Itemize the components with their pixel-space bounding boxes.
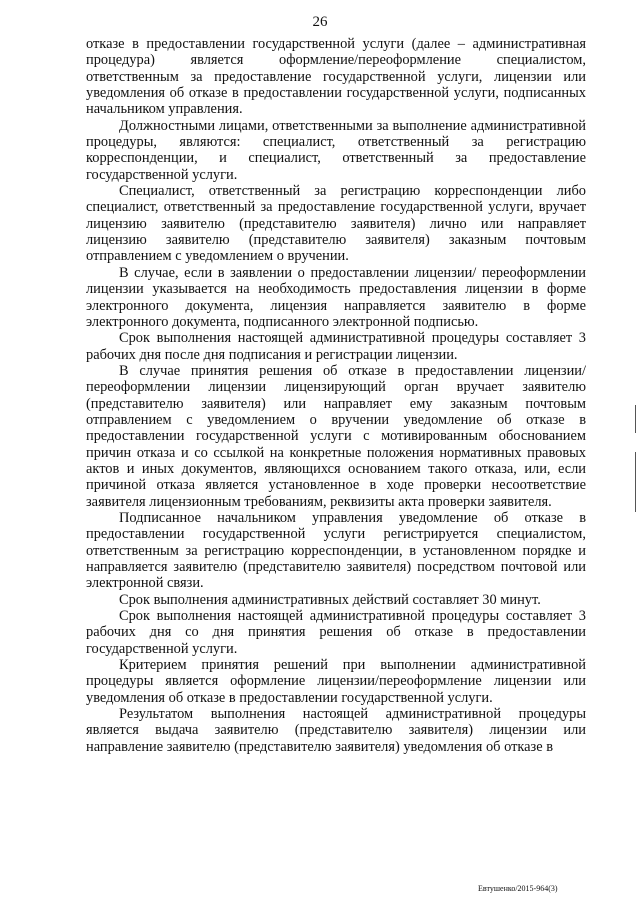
paragraph: Должностными лицами, ответственными за выполнение административной процедуры, являются: специалист, ответственный за регистрацию корреспонденции, и специалист, ответственный за предоставление государственной услуги.	[86, 117, 586, 183]
paragraph: Критерием принятия решений при выполнении административной процедуры является оформление лицензии/переоформление лицензии или уведомления об отказе в предоставлении государственной услуги.	[86, 657, 586, 706]
paragraph: В случае принятия решения об отказе в предоставлении лицензии/переоформлении лицензии лицензирующий орган вручает заявителю (представителю заявителя) или направляет ему заказным почтовым отправлением с уведомлением о вручении уведомление об отказе в предоставлении государственной услуги с мотивированным обоснованием причин отказа и со ссылкой на конкретные положения нормативных правовых актов и иных документов, являющихся основанием такого отказа, или, если причиной отказа является установленное в ходе проверки несоответствие заявителя лицензионным требованиям, реквизиты акта проверки заявителя.	[86, 362, 586, 510]
document-body	[86, 36, 586, 755]
page-number: 26	[312, 14, 328, 30]
paragraph: Специалист, ответственный за регистрацию корреспонденции либо специалист, ответственный за предоставление государственной услуги, вручает лицензию заявителю (представителю заявителя) лично или направляет лицензию заявителю (представителю заявителя) заказным почтовым отправлением с уведомлением о вручении.	[86, 183, 586, 265]
document-code: Евтушенко/2015-964(3)	[478, 884, 558, 893]
paragraph: В случае, если в заявлении о предоставлении лицензии/ переоформлении лицензии указывается на необходимость предоставления лицензии в форме электронного документа, лицензия направляется заявителю в форме электронного документа, подписанного электронной подписью.	[86, 264, 586, 330]
scan-edge-mark	[635, 405, 636, 433]
paragraph: Подписанное начальником управления уведомление об отказе в предоставлении государственной услуги регистрируется специалистом, ответственным за регистрацию корреспонденции, в установленном порядке и направляется заявителю (представителю заявителя) посредством почтовой или электронной связи.	[86, 509, 586, 592]
paragraph: Срок выполнения настоящей административной процедуры составляет 3 рабочих дня со дня принятия решения об отказе в предоставлении государственной услуги.	[86, 608, 586, 657]
paragraph: отказе в предоставлении государственной услуги (далее – административная процедура) является оформление/переоформление специалистом, ответственным за предоставление государственной услуги, лицензии или уведомления об отказе в предоставлении государственной услуги, подписанных начальником управления.	[86, 36, 586, 118]
paragraph: Результатом выполнения настоящей административной процедуры является выдача заявителю (представителю заявителя) лицензии или направление заявителю (представителю заявителя) уведомления об отказе в	[86, 706, 586, 755]
scan-edge-mark	[635, 452, 636, 512]
paragraph: Срок выполнения административных действий составляет 30 минут.	[119, 591, 541, 608]
paragraph: Срок выполнения настоящей административной процедуры составляет 3 рабочих дня после дня подписания и регистрации лицензии.	[86, 330, 586, 363]
